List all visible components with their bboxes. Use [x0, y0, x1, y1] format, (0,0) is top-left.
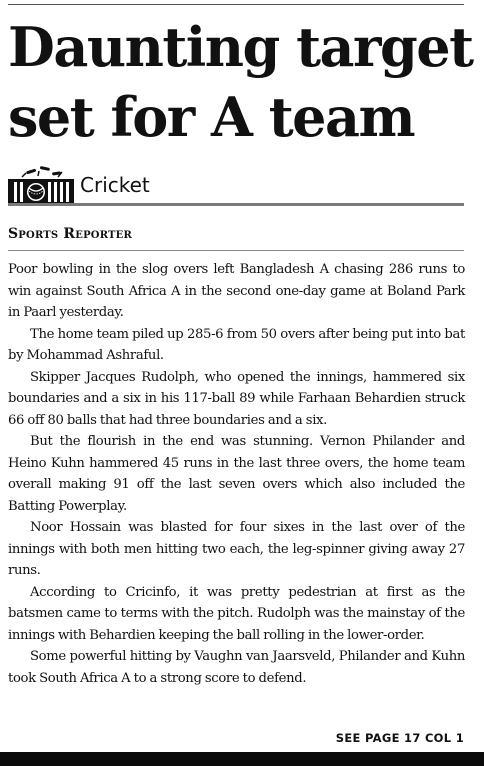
headline-line-2: set for A team: [8, 85, 415, 149]
paragraph-1: Poor bowling in the slog overs left Bangladesh A chasing 286 runs to win against South Africa A in the second one-day game at Boland Park in Paarl yesterday.: [8, 262, 465, 320]
paragraph-6: According to Cricinfo, it was pretty pedestrian at first as the batsmen came to terms with the pitch. Rudolph was the mainstay of the innings with Behardien keeping the ball rolling in the lower-order.: [8, 584, 465, 643]
cricket-stumps-ball-icon: [8, 166, 78, 204]
paragraph-7: Some powerful hitting by Vaughn van Jaarsveld, Philander and Kuhn took South Africa A to a strong score to defend.: [8, 649, 465, 686]
top-rule: [8, 4, 464, 5]
section-label: Cricket: [80, 173, 150, 197]
byline-rule: [8, 250, 464, 251]
continuation-jump-line: SEE PAGE 17 COL 1: [335, 731, 464, 745]
byline: Sports Reporter: [8, 226, 133, 242]
paragraph-4: But the flourish in the end was stunning. Vernon Philander and Heino Kuhn hammered 45 runs in the last three overs, the home team overall making 91 off the last seven overs which also included the Batting Powerplay.: [8, 434, 465, 514]
paragraph-2: The home team piled up 285-6 from 50 overs after being put into bat by Mohammad Ashraful.: [8, 326, 465, 363]
section-rule: [8, 203, 464, 206]
headline: [8, 12, 478, 152]
bottom-bar: [0, 752, 484, 766]
headline-line-1: Daunting target: [8, 15, 473, 79]
section-kicker: [8, 166, 464, 204]
paragraph-3: Skipper Jacques Rudolph, who opened the innings, hammered six boundaries and a six in his 117-ball 89 while Farhaan Behardien struck 66 off 80 balls that had three boundaries and a six.: [8, 369, 465, 428]
paragraph-5: Noor Hossain was blasted for four sixes in the last over of the innings with both men hitting two each, the leg-spinner giving away 27 runs.: [8, 520, 465, 578]
article-body: [8, 259, 465, 689]
